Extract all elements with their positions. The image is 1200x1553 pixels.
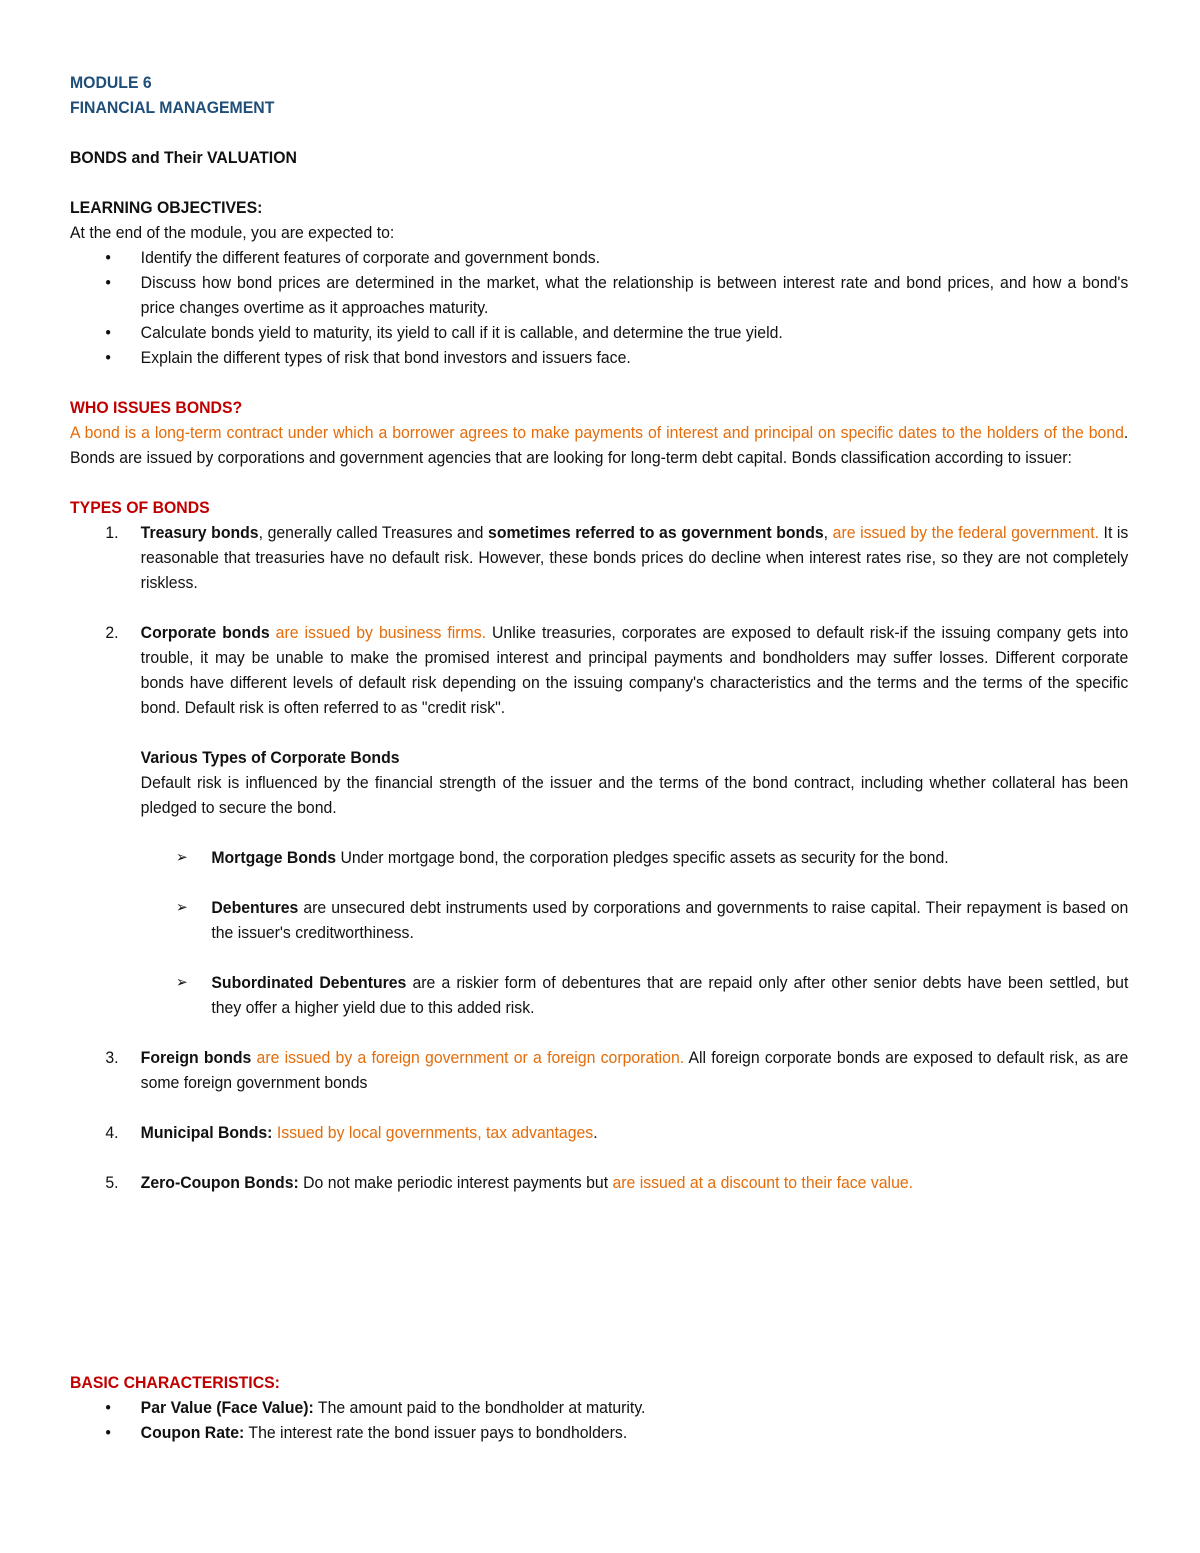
bullet-icon: • [105,323,111,342]
document-page [70,70,1128,1445]
objective-item: • Discuss how bond prices are determined in the market, what the relationship is between interest rate and bond prices, and how a bond's price changes overtime as it approaches maturity. [70,270,1128,320]
bond-type-corporate: 2. Corporate bonds are issued by business firms. Unlike treasuries, corporates are exposed to default risk-if the issuing company gets into trouble, it may be unable to make the promised interest and principal payments and bondholders may suffer losses. Different corporate bonds have different levels of default risk depending on the issuing company's characteristics and the terms and the terms of the specific bond. Default risk is often referred to as "credit risk". [70,620,1128,720]
arrow-bullet-icon: ➢ [176,974,188,991]
bond-type-treasury: 1. Treasury bonds, generally called Treasures and sometimes referred to as government bonds, are issued by the federal government. It is reasonable that treasuries have no default risk. However, these bonds prices do decline when interest rates rise, so they are not completely riskless. [70,520,1128,595]
bond-type-municipal: 4. Municipal Bonds: Issued by local governments, tax advantages. [70,1120,1128,1145]
arrow-bullet-icon: ➢ [176,899,188,916]
page-title: BONDS and Their VALUATION [70,148,297,167]
bond-type-zero-coupon: 5. Zero-Coupon Bonds: Do not make periodic interest payments but are issued at a discount to their face value. [70,1170,1128,1195]
bullet-icon: • [105,1398,111,1417]
characteristics-heading: BASIC CHARACTERISTICS: [70,1373,280,1392]
bond-type-foreign: 3. Foreign bonds are issued by a foreign government or a foreign corporation. All foreign corporate bonds are exposed to default risk, as are some foreign government bonds [70,1045,1128,1095]
objective-item: • Explain the different types of risk that bond investors and issuers face. [70,345,1128,370]
bullet-icon: • [105,273,111,292]
objective-item: • Identify the different features of corporate and government bonds. [70,245,1128,270]
objectives-heading: LEARNING OBJECTIVES: [70,198,263,217]
corporate-kind-subordinated: ➢ Subordinated Debentures are a riskier form of debentures that are repaid only after other senior debts have been settled, but they offer a higher yield due to this added risk. [70,970,1128,1020]
issuers-paragraph: A bond is a long-term contract under which a borrower agrees to make payments of interest and principal on specific dates to the holders of the bond. Bonds are issued by corporations and government agencies that are looking for long-term debt capital. Bonds classification according to issuer: [70,423,1129,467]
bullet-icon: • [105,248,111,267]
list-number: 3. [105,1048,119,1067]
corporate-intro: Default risk is influenced by the financial strength of the issuer and the terms of the bond contract, including whether collateral has been pledged to secure the bond. [140,773,1129,817]
characteristic-item: • Par Value (Face Value): The amount paid to the bondholder at maturity. [70,1395,1128,1420]
issuers-heading: WHO ISSUES BONDS? [70,398,243,417]
bullet-icon: • [105,348,111,367]
objective-item: • Calculate bonds yield to maturity, its yield to call if it is callable, and determine the true yield. [70,320,1128,345]
bullet-icon: • [105,1423,111,1442]
module-label: MODULE 6 [70,73,152,92]
characteristic-item: • Coupon Rate: The interest rate the bond issuer pays to bondholders. [70,1420,1128,1445]
types-heading: TYPES OF BONDS [70,498,210,517]
list-number: 5. [105,1173,119,1192]
list-number: 4. [105,1123,119,1142]
bond-definition: A bond is a long-term contract under which a borrower agrees to make payments of interest and principal on specific dates to the holders of the bond [70,423,1124,442]
list-number: 1. [105,523,119,542]
corporate-kind-debentures: ➢ Debentures are unsecured debt instruments used by corporations and governments to raise capital. Their repayment is based on the issuer's creditworthiness. [70,895,1128,945]
course-title: FINANCIAL MANAGEMENT [70,98,275,117]
arrow-bullet-icon: ➢ [176,849,188,866]
corporate-subheading: Various Types of Corporate Bonds [140,748,400,767]
corporate-kind-mortgage: ➢ Mortgage Bonds Under mortgage bond, the corporation pledges specific assets as security for the bond. [70,845,1128,870]
objectives-intro: At the end of the module, you are expected to: [70,223,395,242]
list-number: 2. [105,623,119,642]
